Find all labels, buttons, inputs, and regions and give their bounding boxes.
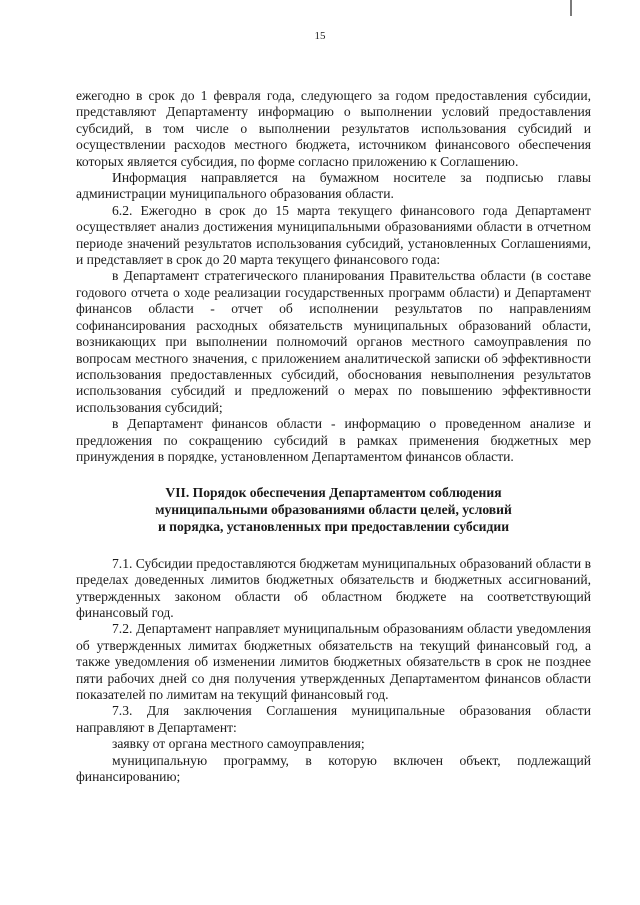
paragraph-7-3: 7.3. Для заключения Соглашения муниципальные образования области направляют в Департамент: — [76, 703, 591, 735]
paragraph-1: ежегодно в срок до 1 февраля года, следующего за годом предоставления субсидии, представляют Департаменту информацию о выполнении условий предоставления субсидий, в том числе о выполнении результатов использования субсидий и осуществлении расходов местного бюджета, источником финансового обеспечения которых является субсидия, по форме согласно приложению к Соглашению. — [76, 88, 591, 169]
paragraph-2: Информация направляется на бумажном носителе за подписью главы администрации муниципального образования области. — [76, 170, 591, 202]
paragraph-7-2: 7.2. Департамент направляет муниципальным образованиям области уведомления об утвержденных лимитах бюджетных обязательств на текущий финансовый год, а также уведомления об изменении лимитов бюджетных обязательств в срок не позднее пяти рабочих дней со дня получения утвержденных Департаментом финансов области показателей по лимитам на текущий финансовый год. — [76, 621, 591, 702]
paragraph-7-1: 7.1. Субсидии предоставляются бюджетам муниципальных образований области в пределах доведенных лимитов бюджетных обязательств и бюджетных ассигнований, утвержденных законом области об областном бюджете на соответствующий финансовый год. — [76, 555, 591, 620]
list-item-municipal-program: муниципальную программу, в которую включен объект, подлежащий финансированию; — [76, 752, 591, 785]
page-corner-mark — [570, 0, 572, 16]
list-item-application: заявку от органа местного самоуправления; — [112, 736, 365, 752]
section-heading-line-1: VII. Порядок обеспечения Департаментом соблюдения — [165, 485, 502, 501]
paragraph-strategic-dept: в Департамент стратегического планирования Правительства области (в составе годового отчета о ходе реализации государственных программ области) и Департамент финансов области - отчет об исполнении результатов по направлениям софинансирования расходных обязательств муниципальных образований области, возникающих при выполнении полномочий органов местного самоуправления по вопросам местного значения, с приложением аналитической записки об эффективности использования предоставленных субсидий, обоснования невыполнения результатов использования субсидий и предложений о мерах по повышению эффективности использования субсидий; — [76, 268, 591, 415]
section-heading-line-3: и порядка, установленных при предоставлении субсидии — [157, 518, 510, 534]
section-heading-vii — [76, 485, 591, 535]
section-heading-line-2: муниципальными образованиями области целей, условий — [155, 502, 512, 518]
paragraph-6-2: 6.2. Ежегодно в срок до 15 марта текущего финансового года Департамент осуществляет анализ достижения муниципальными образованиями области в отчетном периоде значений результатов использования субсидий, установленных Соглашениями, и представляет в срок до 20 марта текущего финансового года: — [76, 202, 591, 268]
paragraph-finance-dept: в Департамент финансов области - информацию о проведенном анализе и предложения по сокращению субсидий в рамках применения бюджетных мер принуждения в порядке, установленном Департаментом финансов области. — [76, 416, 591, 464]
page-number: 15 — [314, 30, 326, 42]
document-body — [76, 88, 591, 785]
